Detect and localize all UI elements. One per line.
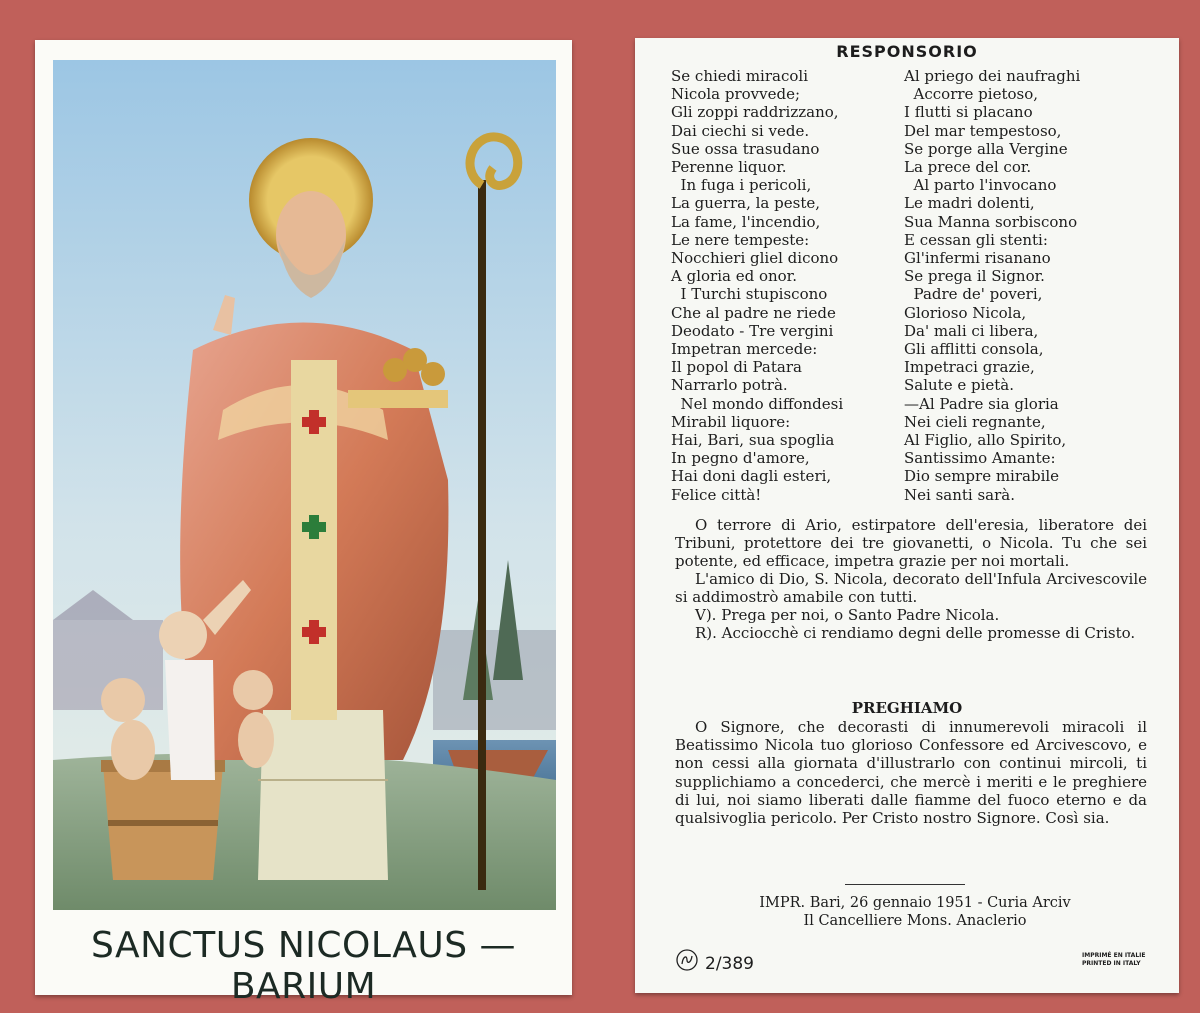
verse-line: Santissimo Amante: — [904, 449, 1056, 468]
verse-line: Al Figlio, allo Spirito, — [904, 431, 1067, 450]
verse-line: Deodato - Tre vergini — [671, 321, 834, 340]
printed-line-1: IMPRIMÉ EN ITALIE — [1082, 952, 1146, 959]
verse-line: La prece del cor. — [904, 158, 1032, 177]
verse-line: Il popol di Patara — [671, 358, 802, 377]
verse-line: Nicola provvede; — [671, 85, 801, 104]
verse-line: Dai ciechi si vede. — [671, 121, 810, 140]
verse-line: Al parto l'invocano — [904, 176, 1057, 195]
verses-left-column — [671, 67, 904, 504]
verse-line: I flutti si placano — [904, 103, 1033, 122]
verse-line: Accorre pietoso, — [904, 85, 1039, 104]
card-caption: SANCTUS NICOLAUS —BARIUM — [90, 925, 517, 1007]
verse-line: Dio sempre mirabile — [904, 467, 1060, 486]
verse-line: Nocchieri gliel dicono — [671, 249, 839, 268]
verse-line: Sua Manna sorbiscono — [904, 212, 1078, 231]
verse-line: Le nere tempeste: — [671, 230, 810, 249]
imprimatur-line-2: Il Cancelliere Mons. Anaclerio — [803, 913, 1027, 929]
printed-line-2: PRINTED IN ITALY — [1082, 960, 1141, 967]
prayer-title: PREGHIAMO — [851, 699, 963, 717]
verse-line: Le madri dolenti, — [904, 194, 1035, 213]
printed-in-italy — [1082, 952, 1145, 968]
verse-line: I Turchi stupiscono — [671, 285, 828, 304]
prayer-text: O Signore, che decorasti di innumerevoli miracoli il Beatissimo Nicola tuo glorioso Confessore ed Arcivescovo, e non cessi alla giornata d'illustrarlo con continui mircoli, ti supplichiamo a concederci, che mercè i meriti e le preghiere di lui, noi siamo liberati dalle fiamme del fuoco eterno e da qualsivoglia pericolo. Per Cristo nostro Signore. Così sia. — [675, 718, 1147, 828]
verse-line: Sue ossa trasudano — [671, 139, 820, 158]
verse-line: Glorioso Nicola, — [904, 303, 1027, 322]
verse-line: Da' mali ci libera, — [904, 321, 1039, 340]
responsorio-title: RESPONSORIO — [836, 42, 978, 61]
verses — [671, 67, 1161, 504]
verse-line: Nei santi sarà. — [904, 485, 1015, 504]
verse-line: Del mar tempestoso, — [904, 121, 1062, 140]
prose-paragraph: O terrore di Ario, estirpatore dell'eresia, liberatore dei Tribuni, protettore dei tre giovanetti, o Nicola. Tu che sei potente, ed efficace, impetra grazie per noi mortali. — [675, 516, 1147, 570]
response: R). Acciocchè ci rendiamo degni delle promesse di Cristo. — [695, 624, 1136, 642]
verse-line: Padre de' poveri, — [904, 285, 1043, 304]
verses-right-column — [904, 67, 1137, 504]
publisher-logo-icon — [675, 948, 699, 972]
holy-card-front — [35, 40, 572, 1007]
verse-line: Nel mondo diffondesi — [671, 394, 844, 413]
catalog-number: 2/389 — [705, 954, 754, 974]
verse-line: Se chiedi miracoli — [671, 67, 808, 85]
prose-section — [675, 516, 1147, 642]
verse-line: A gloria ed onor. — [671, 267, 797, 286]
verse-line: Narrarlo potrà. — [671, 376, 788, 395]
verse-line: In pegno d'amore, — [671, 449, 810, 468]
verse-line: Mirabil liquore: — [671, 412, 791, 431]
divider — [845, 884, 965, 885]
verse-line: Impetran mercede: — [671, 340, 818, 359]
verse-line: Nei cieli regnante, — [904, 412, 1046, 431]
holy-card-back — [635, 38, 1179, 993]
imprimatur — [675, 894, 1155, 930]
verse-line: Gl'infermi risanano — [904, 249, 1051, 268]
verse-line: Al priego dei naufraghi — [904, 67, 1081, 85]
verse-line: Se porge alla Vergine — [904, 139, 1068, 158]
verse-line: Hai doni dagli esteri, — [671, 467, 832, 486]
verse-line: Salute e pietà. — [904, 376, 1015, 395]
verse-line: Felice città! — [671, 485, 762, 504]
verse-line: Che al padre ne riede — [671, 303, 836, 322]
imprimatur-line-1: IMPR. Bari, 26 gennaio 1951 - Curia Arciv — [759, 895, 1071, 911]
verse-line: E cessan gli stenti: — [904, 230, 1048, 249]
verse-line: La guerra, la peste, — [671, 194, 820, 213]
verse-line: —Al Padre sia gloria — [904, 394, 1059, 413]
verse-line: La fame, l'incendio, — [671, 212, 821, 231]
verse-line: Gli zoppi raddrizzano, — [671, 103, 839, 122]
verse-line: Gli afflitti consola, — [904, 340, 1044, 359]
saint-nicholas-painting — [53, 60, 556, 910]
verse-line: Se prega il Signor. — [904, 267, 1045, 286]
verse-line: Perenne liquor. — [671, 158, 787, 177]
verse-line: Hai, Bari, sua spoglia — [671, 431, 835, 450]
prose-paragraph: L'amico di Dio, S. Nicola, decorato dell'Infula Arcivescovile si addimostrò amabile con tutti. — [675, 570, 1147, 606]
versicle: V). Prega per noi, o Santo Padre Nicola. — [695, 606, 1000, 624]
verse-line: In fuga i pericoli, — [671, 176, 812, 195]
verse-line: Impetraci grazie, — [904, 358, 1035, 377]
